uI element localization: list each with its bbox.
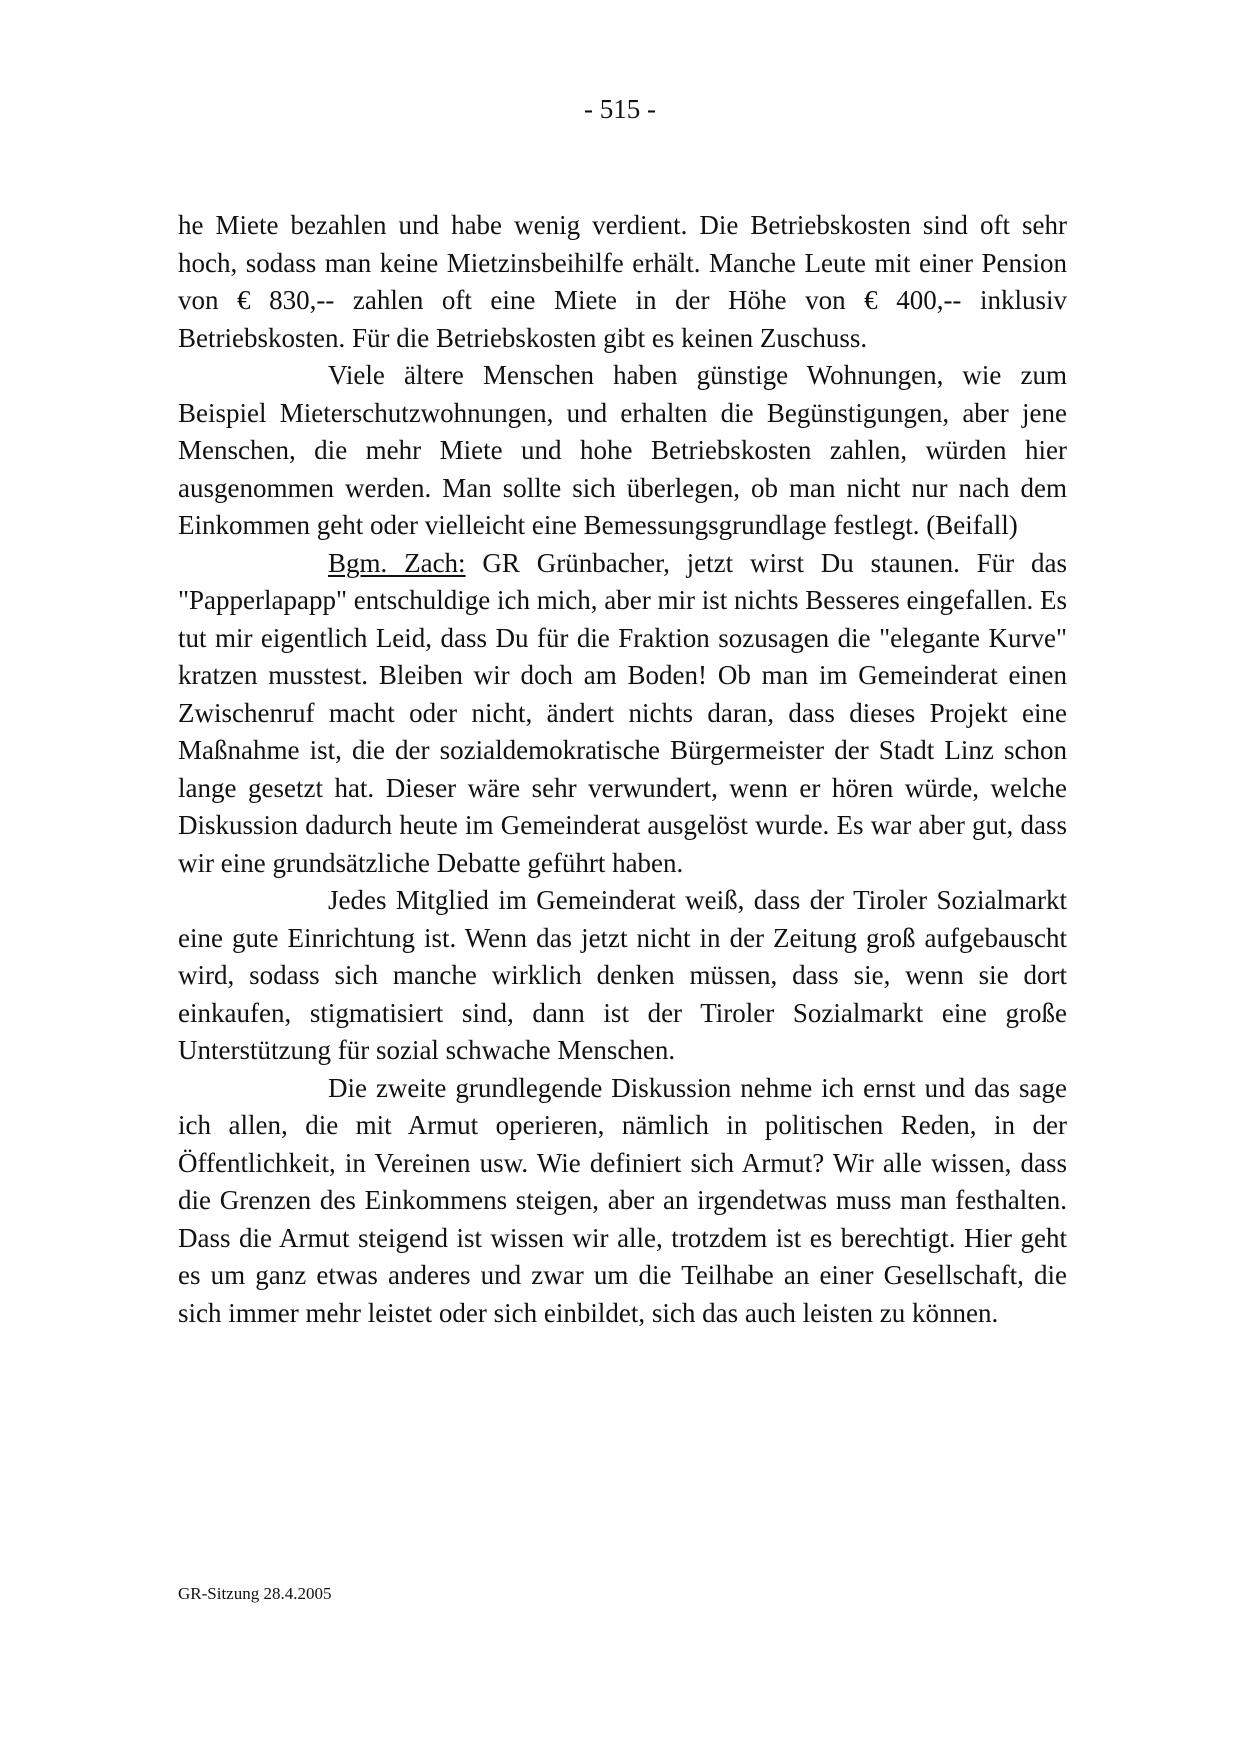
- paragraph-3-text: GR Grünbacher, jetzt wirst Du staunen. Für das "Papperlapapp" entschuldige ich mich, aber mir ist nichts Besseres eingefallen. Es tut mir eigentlich Leid, dass Du für die Fraktion sozusagen die "elegante Kurve" kratzen musstest. Bleiben wir doch am Boden! Ob man im Gemeinderat einen Zwischenruf macht oder nicht, ändert nichts daran, dass dieses Projekt eine Maßnahme ist, die der sozialdemokratische Bürgermeister der Stadt Linz schon lange gesetzt hat. Dieser wäre sehr verwundert, wenn er hören würde, welche Diskussion dadurch heute im Gemeinderat ausgelöst wurde. Es war aber gut, dass wir eine grundsätzliche Debatte geführt haben.: [178, 547, 1067, 878]
- paragraph-3: [178, 545, 1067, 883]
- paragraph-1: he Miete bezahlen und habe wenig verdient. Die Betriebskosten sind oft sehr hoch, sodass man keine Mietzinsbeihilfe erhält. Manche Leute mit einer Pension von € 830,-- zahlen oft eine Miete in der Höhe von € 400,-- inklusiv Betriebskosten. Für die Betriebskosten gibt es keinen Zuschuss.: [178, 210, 1067, 353]
- page-number: - 515 -: [584, 94, 656, 124]
- paragraph-2: Viele ältere Menschen haben günstige Wohnungen, wie zum Beispiel Mieterschutzwohnungen, und erhalten die Begünstigungen, aber jene Menschen, die mehr Miete und hohe Betriebskosten zahlen, würden hier ausgenommen werden. Man sollte sich überlegen, ob man nicht nur nach dem Einkommen geht oder vielleicht eine Bemessungsgrundlage festlegt. (Beifall): [178, 360, 1067, 540]
- paragraph-5: Die zweite grundlegende Diskussion nehme ich ernst und das sage ich allen, die mit Armut operieren, nämlich in politischen Reden, in der Öffentlichkeit, in Vereinen usw. Wie definiert sich Armut? Wir alle wissen, dass die Grenzen des Einkommens steigen, aber an irgendetwas muss man festhalten. Dass die Armut steigend ist wissen wir alle, trotzdem ist es berechtigt. Hier geht es um ganz etwas anderes und zwar um die Teilhabe an einer Gesellschaft, die sich immer mehr leistet oder sich einbildet, sich das auch leisten zu können.: [178, 1072, 1067, 1328]
- document-body: [178, 207, 1067, 1332]
- speaker-name: Bgm. Zach:: [328, 547, 466, 578]
- footer-session-date: GR-Sitzung 28.4.2005: [178, 1584, 332, 1603]
- paragraph-4: Jedes Mitglied im Gemeinderat weiß, dass der Tiroler Sozialmarkt eine gute Einrichtung ist. Wenn das jetzt nicht in der Zeitung groß aufgebauscht wird, sodass sich manche wirklich denken müssen, dass sie, wenn sie dort einkaufen, stigmatisiert sind, dann ist der Tiroler Sozialmarkt eine große Unterstützung für sozial schwache Menschen.: [178, 885, 1067, 1065]
